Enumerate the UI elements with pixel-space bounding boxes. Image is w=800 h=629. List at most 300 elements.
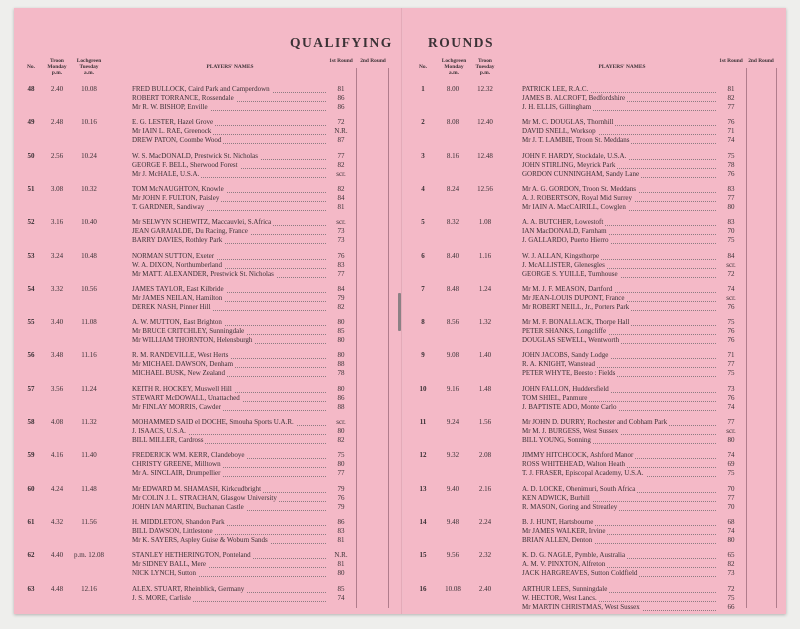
first-round-score: 76 bbox=[727, 327, 735, 336]
group-number: 13 bbox=[419, 484, 427, 493]
first-round-score: 86 bbox=[337, 393, 345, 402]
first-round-score: 72 bbox=[337, 118, 345, 127]
tee-time-2: 11.16 bbox=[81, 351, 97, 360]
first-round-score: 81 bbox=[337, 85, 345, 93]
tee-time-2: 11.24 bbox=[81, 384, 97, 393]
tee-time-2: 1.08 bbox=[478, 218, 492, 227]
first-round-score: 74 bbox=[727, 402, 735, 411]
header-lochgreen: Lochgreen Tuesday a.m. bbox=[76, 58, 102, 77]
pairing-group bbox=[412, 318, 782, 356]
first-round-score: 77 bbox=[727, 360, 735, 369]
first-round-score: 80 bbox=[727, 535, 735, 544]
player-name: W. A. DIXON, Northumberland bbox=[132, 260, 222, 269]
group-number: 50 bbox=[27, 151, 35, 160]
player-name: NICK LYNCH, Sutton bbox=[132, 569, 197, 578]
tee-time-2: 11.40 bbox=[81, 451, 97, 460]
player-name: Mr JAMES NEILAN, Hamilton bbox=[132, 293, 223, 302]
tee-time-1: 9.24 bbox=[446, 418, 460, 426]
first-round-score: 82 bbox=[727, 560, 735, 569]
tee-time-1: 8.48 bbox=[446, 284, 460, 293]
first-round-score: scr. bbox=[726, 260, 736, 269]
player-name: T. J. FRASER, Episcopal Academy, U.S.A. bbox=[522, 469, 644, 478]
tee-time-2: 2.24 bbox=[478, 517, 492, 526]
group-number: 1 bbox=[421, 85, 425, 93]
pairing-group bbox=[20, 351, 392, 389]
tee-time-1: 8.56 bbox=[446, 318, 460, 327]
tee-time-2: 11.48 bbox=[81, 484, 97, 493]
pairing-group bbox=[412, 418, 782, 456]
pairing-group bbox=[412, 252, 782, 290]
first-round-score: 78 bbox=[727, 160, 735, 169]
first-round-score: 76 bbox=[727, 118, 735, 127]
player-name: JOHN JACOBS, Sandy Lodge bbox=[522, 351, 609, 360]
player-name: PETER WHYTE, Beesto : Fields bbox=[522, 369, 616, 378]
player-name: BILL YOUNG, Sonning bbox=[522, 436, 591, 444]
pairing-group bbox=[20, 285, 392, 323]
pairing-group bbox=[412, 185, 782, 223]
tee-time-1: 4.40 bbox=[50, 551, 64, 560]
title-rounds: ROUNDS bbox=[428, 35, 495, 50]
player-name: Mr ROBERT NEILL, Jr., Porters Park bbox=[522, 302, 630, 311]
first-round-score: scr. bbox=[726, 427, 736, 435]
group-number: 49 bbox=[27, 118, 35, 127]
tee-time-1: 4.16 bbox=[50, 451, 64, 460]
player-name: Mr M. J. BURGESS, West Sussex bbox=[522, 427, 619, 435]
first-round-score: 80 bbox=[337, 427, 345, 435]
tee-time-2: 11.08 bbox=[81, 318, 97, 327]
tee-time-1: 4.08 bbox=[50, 418, 64, 426]
player-name: NORMAN SUTTON, Exeter bbox=[132, 251, 215, 260]
player-name: Mr COLIN J. L. STRACHAN, Glasgow University bbox=[132, 493, 277, 502]
player-name: Mr J. T. LAMBIE, Troon St. Meddans bbox=[522, 136, 630, 145]
tee-time-2: 11.32 bbox=[81, 418, 97, 426]
first-round-score: 83 bbox=[337, 260, 345, 269]
first-round-score: 82 bbox=[337, 160, 345, 169]
tee-time-2: 1.24 bbox=[478, 284, 492, 293]
player-name: GEORGE S. YUILLE, Turnhouse bbox=[522, 269, 618, 278]
group-number: 62 bbox=[27, 551, 35, 560]
tee-time-2: 12.32 bbox=[477, 85, 493, 93]
tee-time-2: 10.56 bbox=[81, 284, 97, 293]
tee-time-2: 10.24 bbox=[81, 151, 97, 160]
tee-time-2: 12.48 bbox=[477, 151, 493, 160]
first-round-score: 73 bbox=[727, 569, 735, 578]
first-round-score: 83 bbox=[727, 218, 735, 227]
group-number: 6 bbox=[421, 251, 425, 260]
first-round-score: 79 bbox=[337, 502, 345, 511]
player-name: DOUGLAS SEWELL, Wentworth bbox=[522, 336, 620, 345]
tee-time-1: 2.40 bbox=[50, 85, 64, 93]
tee-time-2: 11.56 bbox=[81, 517, 97, 526]
player-name: MICHAEL BUSK, New Zealand bbox=[132, 369, 226, 378]
pairing-group bbox=[20, 451, 392, 489]
first-round-score: 73 bbox=[337, 227, 345, 236]
player-name: Mr JEAN-LOUIS DUPONT, France bbox=[522, 293, 625, 302]
header-troon-right: Troon Tuesday p.m. bbox=[475, 58, 495, 77]
pairing-group bbox=[20, 418, 392, 456]
player-name: GORDON CUNNINGHAM, Sandy Lane bbox=[522, 169, 640, 178]
group-number: 61 bbox=[27, 517, 35, 526]
player-name: JEAN GARAIALDE, Du Racing, France bbox=[132, 227, 248, 236]
group-number: 55 bbox=[27, 318, 35, 327]
group-number: 12 bbox=[419, 451, 427, 460]
first-round-score: 77 bbox=[337, 269, 345, 278]
first-round-score: 74 bbox=[727, 136, 735, 145]
tee-time-1: 8.08 bbox=[446, 118, 460, 127]
tee-time-2: 10.48 bbox=[81, 251, 97, 260]
player-name: W. HECTOR, West Lancs. bbox=[522, 593, 597, 602]
first-round-score: 77 bbox=[727, 418, 735, 426]
first-round-score: 80 bbox=[727, 202, 735, 211]
player-name: K. D. G. NAGLE, Pymble, Australia bbox=[522, 551, 626, 560]
group-number: 14 bbox=[419, 517, 427, 526]
tee-time-1: 8.16 bbox=[446, 151, 460, 160]
tee-time-1: 8.24 bbox=[446, 184, 460, 193]
player-name: BILL MILLER, Cardross bbox=[132, 436, 204, 444]
group-number: 60 bbox=[27, 484, 35, 493]
pairing-group bbox=[412, 585, 782, 623]
first-round-score: 77 bbox=[337, 151, 345, 160]
group-number: 5 bbox=[421, 218, 425, 227]
first-round-score: 82 bbox=[337, 302, 345, 311]
first-round-score: 70 bbox=[727, 484, 735, 493]
player-name: Mr EDWARD M. SHAMASH, Kirkcudbright bbox=[132, 484, 262, 493]
pairing-group bbox=[412, 218, 782, 256]
player-name: J. BAPTISTE ADO, Monte Carlo bbox=[522, 402, 617, 411]
first-round-score: scr. bbox=[336, 418, 346, 426]
tee-time-1: 9.56 bbox=[446, 551, 460, 560]
group-number: 52 bbox=[27, 218, 35, 227]
first-round-score: 71 bbox=[727, 127, 735, 136]
pairing-group bbox=[412, 451, 782, 489]
player-name: A. J. ROBERTSON, Royal Mid Surrey bbox=[522, 193, 633, 202]
player-name: H. MIDDLETON, Shandon Park bbox=[132, 517, 225, 526]
player-name: ALEX. STUART, Rheinblick, Germany bbox=[132, 584, 245, 593]
player-name: Mr A. SINCLAIR, Drumpellier bbox=[132, 469, 221, 478]
tee-time-1: 9.08 bbox=[446, 351, 460, 360]
player-name: JACK HARGREAVES, Sutton Coldfield bbox=[522, 569, 638, 578]
tee-time-1: 9.32 bbox=[446, 451, 460, 460]
player-name: ROBERT TORRANCE, Rossendale bbox=[132, 94, 234, 102]
player-name: A. M. V. PINXTON, Alfreton bbox=[522, 560, 606, 569]
tee-time-2: 1.48 bbox=[478, 384, 492, 393]
tee-time-1: 8.40 bbox=[446, 251, 460, 260]
header-troon: Troon Monday p.m. bbox=[47, 58, 67, 77]
first-round-score: 77 bbox=[727, 103, 735, 111]
pairing-group bbox=[412, 518, 782, 556]
tee-time-2: 1.56 bbox=[478, 418, 492, 426]
player-name: Mr M. C. DOUGLAS, Thornhill bbox=[522, 118, 614, 127]
pairing-group bbox=[412, 118, 782, 156]
header-lochgreen-right: Lochgreen Monday a.m. bbox=[441, 58, 467, 77]
player-name: ARTHUR LEES, Sunningdale bbox=[522, 584, 608, 593]
player-name: A. D. LOCKE, Ohenimuri, South Africa bbox=[522, 484, 636, 493]
player-name: PETER SHANKS, Longcliffe bbox=[522, 327, 607, 336]
first-round-score: 76 bbox=[727, 336, 735, 345]
first-round-score: 84 bbox=[727, 251, 735, 260]
tee-time-2: 2.40 bbox=[478, 584, 492, 593]
player-name: JIMMY HITCHCOCK, Ashford Manor bbox=[522, 451, 634, 460]
group-number: 11 bbox=[419, 418, 427, 426]
player-name: Mr R. W. BISHOP, Enville bbox=[132, 103, 208, 111]
first-round-score: 79 bbox=[337, 484, 345, 493]
first-round-score: 80 bbox=[337, 384, 345, 393]
first-round-score: 75 bbox=[727, 318, 735, 327]
player-name: BRIAN ALLEN, Denton bbox=[522, 535, 593, 544]
title-qualifying: QUALIFYING bbox=[290, 35, 393, 50]
player-name: Mr J. McHALE, U.S.A. bbox=[132, 169, 200, 178]
header-first-round: 1st Round bbox=[329, 58, 353, 64]
first-round-score: 81 bbox=[337, 202, 345, 211]
tee-time-1: 3.16 bbox=[50, 218, 64, 227]
tee-time-2: 10.32 bbox=[81, 184, 97, 193]
player-name: JAMES TAYLOR, East Kilbride bbox=[132, 284, 224, 293]
first-round-score: 74 bbox=[727, 526, 735, 535]
player-name: TOM McNAUGHTON, Knowle bbox=[132, 184, 224, 193]
first-round-score: 73 bbox=[337, 236, 345, 245]
player-name: Mr BRUCE CRITCHLEY, Sunningdale bbox=[132, 327, 245, 336]
first-round-score: 76 bbox=[337, 493, 345, 502]
first-round-score: 72 bbox=[727, 584, 735, 593]
first-round-score: 85 bbox=[337, 327, 345, 336]
player-name: Mr K. SAYERS, Aspley Guise & Woburn Sands bbox=[132, 535, 268, 544]
group-number: 63 bbox=[27, 584, 35, 593]
first-round-score: 75 bbox=[727, 469, 735, 478]
first-round-score: 84 bbox=[337, 284, 345, 293]
player-name: R. A. KNIGHT, Wanstead bbox=[522, 360, 596, 369]
tee-time-2: 1.16 bbox=[478, 251, 492, 260]
tee-time-1: 3.40 bbox=[50, 318, 64, 327]
tee-time-1: 8.00 bbox=[446, 85, 460, 93]
first-round-score: 86 bbox=[337, 103, 345, 111]
pairing-group bbox=[412, 285, 782, 323]
player-name: DEREK NASH, Pinner Hill bbox=[132, 302, 211, 311]
tee-time-2: 1.40 bbox=[478, 351, 492, 360]
group-number: 4 bbox=[421, 184, 425, 193]
pairing-group bbox=[20, 152, 392, 190]
player-name: Mr SIDNEY BALL, Mere bbox=[132, 560, 207, 569]
tee-time-1: 9.48 bbox=[446, 517, 460, 526]
pairing-group bbox=[412, 551, 782, 589]
group-number: 9 bbox=[421, 351, 425, 360]
player-name: Mr SELWYN SCHEWITZ, Maccauvlei, S.Africa bbox=[132, 218, 272, 227]
player-name: Mr MARTIN CHRISTMAS, West Sussex bbox=[522, 602, 640, 611]
first-round-score: 68 bbox=[727, 517, 735, 526]
first-round-score: 84 bbox=[337, 193, 345, 202]
first-round-score: scr. bbox=[336, 218, 346, 227]
first-round-score: 69 bbox=[727, 460, 735, 469]
first-round-score: N.R. bbox=[334, 551, 348, 560]
group-number: 8 bbox=[421, 318, 425, 327]
first-round-score: 75 bbox=[727, 236, 735, 245]
pairing-group bbox=[412, 385, 782, 423]
first-round-score: 78 bbox=[337, 369, 345, 378]
left-page bbox=[20, 58, 392, 602]
group-number: 10 bbox=[419, 384, 427, 393]
pairing-group bbox=[20, 385, 392, 423]
tee-time-2: 2.16 bbox=[478, 484, 492, 493]
player-name: ROSS WHITEHEAD, Walton Heath bbox=[522, 460, 626, 469]
tee-time-2: 2.32 bbox=[478, 551, 492, 560]
player-name: MOHAMMED SAID el DOCHE, Smouha Sports U.A.R. bbox=[132, 418, 294, 426]
group-number: 51 bbox=[27, 184, 35, 193]
first-round-score: 76 bbox=[727, 169, 735, 178]
first-round-score: 77 bbox=[727, 493, 735, 502]
player-name: Mr WILLIAM THORNTON, Helensburgh bbox=[132, 336, 253, 345]
player-name: W. J. ALLAN, Kingsthorpe bbox=[522, 251, 600, 260]
group-number: 53 bbox=[27, 251, 35, 260]
first-round-score: 73 bbox=[727, 384, 735, 393]
tee-time-1: 2.48 bbox=[50, 118, 64, 127]
first-round-score: 86 bbox=[337, 94, 345, 102]
first-round-score: 76 bbox=[727, 302, 735, 311]
player-name: A. W. MUTTON, East Brighton bbox=[132, 318, 222, 327]
first-round-score: 83 bbox=[727, 184, 735, 193]
header-players: PLAYERS' NAMES bbox=[206, 64, 254, 70]
pairing-group bbox=[20, 185, 392, 223]
group-number: 3 bbox=[421, 151, 425, 160]
tee-time-1: 3.56 bbox=[50, 384, 64, 393]
first-round-score: 83 bbox=[337, 526, 345, 535]
group-number: 15 bbox=[419, 551, 427, 560]
first-round-score: 80 bbox=[337, 336, 345, 345]
right-page bbox=[412, 58, 782, 611]
header-second-round-right: 2nd Round bbox=[748, 58, 774, 64]
player-name: Mr FINLAY MORRIS, Cawder bbox=[132, 402, 221, 411]
header-no-right: No. bbox=[419, 64, 427, 70]
first-round-score: 82 bbox=[727, 94, 735, 102]
first-round-score: 80 bbox=[337, 460, 345, 469]
centre-fold bbox=[401, 8, 403, 614]
player-name: J. H. ELLIS, Gillingham bbox=[522, 103, 592, 111]
player-name: IAN MacDONALD, Farnham bbox=[522, 227, 607, 236]
tee-time-1: 9.40 bbox=[446, 484, 460, 493]
player-name: FREDERICK WM. KERR, Clandeboye bbox=[132, 451, 245, 460]
player-name: B. J. HUNT, Hartsbourne bbox=[522, 517, 594, 526]
player-name: E. G. LESTER, Hazel Grove bbox=[132, 118, 214, 127]
player-name: J. ISAACS, U.S.A. bbox=[132, 427, 186, 435]
player-name: J. GALLARDO, Puerto Hierro bbox=[522, 236, 609, 245]
player-name: KEITH R. HOCKEY, Muswell Hill bbox=[132, 384, 232, 393]
first-round-score: 75 bbox=[727, 593, 735, 602]
first-round-score: 71 bbox=[727, 351, 735, 360]
first-round-score: 81 bbox=[337, 560, 345, 569]
group-number: 54 bbox=[27, 284, 35, 293]
player-name: TOM SHIEL, Panmure bbox=[522, 393, 588, 402]
tee-time-2: 12.56 bbox=[477, 184, 493, 193]
tee-time-2: 10.16 bbox=[81, 118, 97, 127]
pairing-group bbox=[20, 218, 392, 256]
player-name: JOHN STIRLING, Meyrick Park bbox=[522, 160, 616, 169]
pairing-group bbox=[412, 85, 782, 123]
player-name: BARRY DAVIES, Rothley Park bbox=[132, 236, 223, 245]
player-name: JOHN FALLON, Huddersfield bbox=[522, 384, 609, 393]
player-name: Mr M. J. F. MEASON, Dartford bbox=[522, 284, 613, 293]
first-round-score: 77 bbox=[337, 469, 345, 478]
first-round-score: 72 bbox=[727, 269, 735, 278]
player-name: JAMES B. ALCROFT, Bedfordshire bbox=[522, 94, 626, 102]
player-name: Mr MATT. ALEXANDER, Prestwick St. Nicholas bbox=[132, 269, 274, 278]
player-name: Mr JOHN D. DURRY, Rochester and Cobham Park bbox=[522, 418, 668, 426]
pairing-group bbox=[412, 152, 782, 190]
player-name: J. McALLISTER, Glenesgles bbox=[522, 260, 605, 269]
first-round-score: 80 bbox=[727, 436, 735, 444]
player-name: R. M. RANDEVILLE, West Herts bbox=[132, 351, 229, 360]
player-name: Mr IAIN A. MacCAIRILL, Cowglen bbox=[522, 202, 626, 211]
first-round-score: 81 bbox=[727, 85, 735, 93]
first-round-score: scr. bbox=[726, 293, 736, 302]
header-first-round-right: 1st Round bbox=[719, 58, 743, 64]
first-round-score: N.R. bbox=[334, 127, 348, 136]
first-round-score: 82 bbox=[337, 184, 345, 193]
group-number: 58 bbox=[27, 418, 35, 426]
tee-time-2: 1.32 bbox=[478, 318, 492, 327]
tee-time-1: 4.32 bbox=[50, 517, 64, 526]
player-name: J. S. MORE, Carlisle bbox=[132, 593, 192, 602]
pairing-group bbox=[20, 551, 392, 589]
player-name: PATRICK LEE, R.A.C. bbox=[522, 85, 589, 93]
player-name: Mr JAMES WALKER, Irvine bbox=[522, 526, 606, 535]
group-number: 16 bbox=[419, 584, 427, 593]
group-number: 48 bbox=[27, 85, 35, 93]
header-second-round: 2nd Round bbox=[360, 58, 386, 64]
first-round-score: 70 bbox=[727, 502, 735, 511]
programme-sheet bbox=[14, 8, 786, 614]
first-round-score: 76 bbox=[727, 393, 735, 402]
pairing-group bbox=[20, 85, 392, 123]
first-round-score: 74 bbox=[727, 284, 735, 293]
tee-time-2: p.m. 12.08 bbox=[74, 551, 104, 560]
player-name: STANLEY HETHERINGTON, Ponteland bbox=[132, 551, 251, 560]
pairing-group bbox=[20, 585, 392, 623]
first-round-score: 88 bbox=[337, 360, 345, 369]
header-players-right: PLAYERS' NAMES bbox=[598, 64, 646, 70]
group-number: 59 bbox=[27, 451, 35, 460]
tee-time-1: 3.24 bbox=[50, 251, 64, 260]
first-round-score: 75 bbox=[727, 151, 735, 160]
pairing-group bbox=[20, 118, 392, 156]
player-name: JOHN IAN MARTIN, Buchanan Castle bbox=[132, 502, 244, 511]
tee-time-1: 2.56 bbox=[50, 151, 64, 160]
player-name: BILL DAWSON, Littlestone bbox=[132, 526, 213, 535]
first-round-score: 85 bbox=[337, 584, 345, 593]
first-round-score: 82 bbox=[337, 436, 345, 444]
first-round-score: 80 bbox=[337, 569, 345, 578]
player-name: JOHN F. HARDY, Stockdale, U.S.A. bbox=[522, 151, 627, 160]
first-round-score: 74 bbox=[727, 451, 735, 460]
tee-time-1: 4.48 bbox=[50, 584, 64, 593]
tee-time-1: 10.08 bbox=[445, 584, 461, 593]
pairing-group bbox=[412, 485, 782, 523]
tee-time-1: 3.48 bbox=[50, 351, 64, 360]
group-number: 2 bbox=[421, 118, 425, 127]
player-name: Mr IAIN L. RAE, Greenock bbox=[132, 127, 212, 136]
first-round-score: 65 bbox=[727, 551, 735, 560]
group-number: 7 bbox=[421, 284, 425, 293]
tee-time-1: 3.08 bbox=[50, 184, 64, 193]
pairing-group bbox=[20, 485, 392, 523]
player-name: Mr JOHN F. FULTON, Paisley bbox=[132, 193, 220, 202]
player-name: GEORGE F. BELL, Sherwood Forest bbox=[132, 160, 238, 169]
tee-time-2: 12.40 bbox=[477, 118, 493, 127]
player-name: A. A. BUTCHER, Lowestoft bbox=[522, 218, 604, 227]
first-round-score: 79 bbox=[337, 293, 345, 302]
first-round-score: 80 bbox=[337, 351, 345, 360]
first-round-score: 66 bbox=[727, 602, 735, 611]
group-number: 56 bbox=[27, 351, 35, 360]
tee-time-2: 12.16 bbox=[81, 584, 97, 593]
group-number: 57 bbox=[27, 384, 35, 393]
